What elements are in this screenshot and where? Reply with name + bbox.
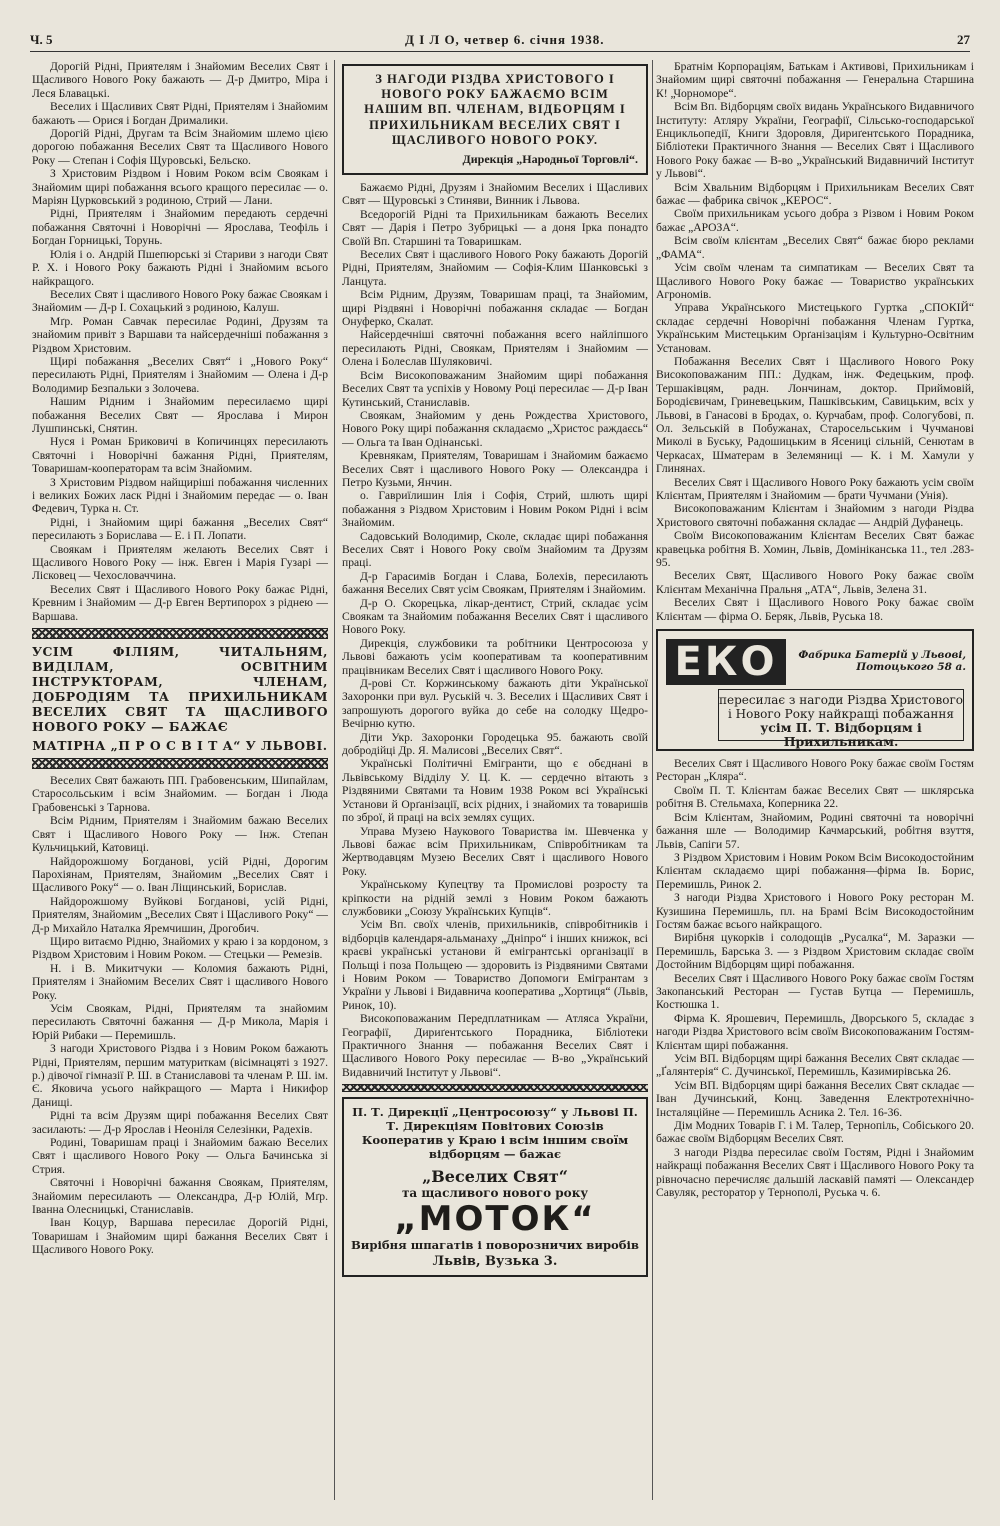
motok-subgreeting: та щасливого нового року bbox=[401, 1186, 589, 1201]
greeting-item: Садовський Володимир, Сколе, складає щирі побажання Веселих Свят і Нового Року своїм Знайомим та Друзям праці. bbox=[342, 529, 648, 570]
greeting-item: Веселих і Щасливих Свят Рідні, Приятелям і Знайомим бажають — Орися і Богдан Дрималики. bbox=[32, 100, 328, 127]
greeting-item: З Христовим Різдвом і Новим Роком всім Своякам і Знайомим щирі побажання всього кращого пересилає — о. Маріян Цурковський з родиною, Стрий — Лани. bbox=[32, 167, 328, 208]
greeting-item: Побажання Веселих Свят і Щасливого Нового Року Високоповажаним ПП.: Дудкам, інж. Федецьким, проф. Тершаківцям, радн. Лончинам, доктор. Приймовій, Бородієвичам, Гриневецьким, Пашківським, Савицьким, всіх у Львові, в Ганасові в Бродах, о. Курчабам, проф. Сологубові, п. Ол. Зельській в Побужанах, Старосельським і Чучманові Миколі в Буську, Радошицьким в Ясениці сільній, Сенютам в Черкасах, Шматерам в Зелемяниці — К. і М. Хамули у Глинянах. bbox=[656, 354, 974, 476]
greeting-item: о. Гавриїлишин Ілія і Софія, Стрий, шлють щирі побажання з Різдвом Христовим і Новим Роком Рідні і всім Знайомим. bbox=[342, 489, 648, 530]
greeting-item: Найсердечніші святочні побажання всего найліпшого пересилають Рідні, Своякам, Приятелям і Знайомим — Олена і Болеслав Шуляковичі. bbox=[342, 328, 648, 369]
greeting-item: Веселих Свят і Щасливого Нового Року бажає своїм Клієнтам — фірма О. Беряк, Львів, Руська 18. bbox=[656, 596, 974, 623]
greeting-item: Щиро витаємо Рідню, Знайомих у краю і за кордоном, з Різдвом Христовим і Новим Роком. — Стецьки — Ремезів. bbox=[32, 934, 328, 962]
greeting-item: Усім ВП. Відборцям щирі бажання Веселих Свят складає — „Ґалянтерія“ С. Дучинської, Перемишль, Казимирівська 26. bbox=[656, 1052, 974, 1079]
greeting-item: Всім Високоповажаним Знайомим щирі побажання Веселих Свят та успіхів у Новому Році пересилає — Д-р Іван Кутинський, Станиславів. bbox=[342, 368, 648, 409]
greeting-item: Рідні та всім Друзям щирі побажання Веселих Свят засилають: — Д-р Ярослав і Неоніля Селезінки, Радехів. bbox=[32, 1109, 328, 1136]
greeting-item: Управа Музею Наукового Товариства ім. Шевченка у Львові бажає всім Прихильникам, Співробітникам та Жертводавцям Музею Веселих Свят і щасливого Нового Року. bbox=[342, 824, 648, 878]
greeting-item: Вседорогій Рідні та Прихильникам бажають Веселих Свят — Дарія і Петро Зубрицькі — а доня Ірка понадто Своїй Вп. Старшині та Товаришкам. bbox=[342, 207, 648, 248]
column-1 bbox=[32, 60, 328, 1510]
greeting-item: Всім Рідним, Приятелям і Знайомим бажаю Веселих Свят і Щасливого Нового Року — Інж. Степан Кульчицький, Катовиці. bbox=[32, 814, 328, 855]
greetings-list-3b bbox=[656, 757, 974, 1199]
greeting-item: Своїм прихильникам усього добра з Різвом і Новим Роком бажає „АРОЗА“. bbox=[656, 207, 974, 234]
greeting-item: Всім Рідним, Друзям, Товаришам праці, та Знайомим, щирі Різдвяні і Новорічні побажання складає — Богдан Онуферко, Скалат. bbox=[342, 288, 648, 329]
greeting-item: Д-рові Ст. Коржинському бажають діти Української Захоронки при вул. Руській ч. 3. Веселих і Щасливих Свят і запрошують дорогого вуйка до себе на солодку Щедро-Вечірню кутю. bbox=[342, 677, 648, 731]
eko-factory: Фабрика Батерій у Львові, Потоцького 58 а. bbox=[798, 649, 966, 674]
greeting-item: Всім Вп. Відборцям своїх видань Українського Видавничого Інституту: Атляру України, Географії, Сільсько-господарської Енцикльопедії, Книги Здоровля, Дириґентського Порадника, Бібліотеки Практичного Знання — Веселих Свят і Щасливого Нового Року бажає — В-во „Український Видавничий Інститут у Львові“. bbox=[656, 100, 974, 181]
ornament-divider bbox=[32, 628, 328, 639]
greeting-item: Найдорожшому Богданові, усій Рідні, Дорогим Парохіянам, Приятелям, Знайомим „Веселих Свят і Щасливого Року“ — о. Іван Ліщинський, Борислав. bbox=[32, 854, 328, 895]
greeting-item: Веселих Свят і Щасливого Нового Року бажають усім своїм Клієнтам, Приятелям і Знайомим — брати Чучмани (Унія). bbox=[656, 475, 974, 502]
columns bbox=[32, 60, 974, 1510]
prosvita-text: УСІМ ФІЛІЯМ, ЧИТАЛЬНЯМ, ВИДІЛАМ, ОСВІТНИМ ІНСТРУКТОРАМ, ЧЛЕНАМ, ДОБРОДІЯМ ТА ПРИХИЛЬНИКАМ ВЕСЕЛИХ СВЯТ ТА ЩАСЛИВОГО НОВОГО РОКУ — БАЖАЄ bbox=[32, 644, 328, 735]
greeting-item: Д-р Гарасимів Богдан і Слава, Болехів, пересилають бажання Веселих Свят усім Своякам, Приятелям і Знайомим. bbox=[342, 569, 648, 597]
column-2 bbox=[342, 60, 648, 1510]
greeting-item: Веселих Свят і Щасливого Нового Року бажає своїм Гостям Закопанський Ресторан — Густав Бутца — Перемишль, Костюшка 1. bbox=[656, 971, 974, 1012]
prosvita-announcement bbox=[32, 644, 328, 753]
greeting-item: Бажаємо Рідні, Друзям і Знайомим Веселих і Щасливих Свят — Щуровські з Стиняви, Винник і Львова. bbox=[342, 181, 648, 208]
ornament-divider bbox=[32, 758, 328, 769]
greeting-item: Фірма К. Ярошевич, Перемишль, Дворського 5, складає з нагоди Різдва Христового всім своїм Високоповажаним Гостям-Клієнтам щирі побажання. bbox=[656, 1011, 974, 1052]
greeting-item: Діти Укр. Захоронки Городецька 95. бажають своїй добродійці Др. Я. Малисові „Веселих Свят“. bbox=[342, 730, 648, 758]
greeting-item: Всім Хвальним Відборцям і Прихильникам Веселих Свят бажає — фабрика свічок „КЕРОС“. bbox=[656, 180, 974, 208]
greeting-item: З нагоди Христового Різдва і з Новим Роком бажають Рідні, Приятелям, першим матуриткам (вісімнацяті з 1927. р.) дівочої гімназії Р. Ш. в Станиславові та членам Р. Ш. ім. Є. Яковича усього найкращого — Марта і Никифор Данищі. bbox=[32, 1042, 328, 1109]
greetings-list-3 bbox=[656, 60, 974, 623]
greeting-item: Мґр. Роман Савчак пересилає Родині, Друзям та знайомим привіт з Варшави та найсердечніші побажання з Різдвом Христовим. bbox=[32, 314, 328, 355]
motok-description: Вирібня шпагатів і поворозничих виробів bbox=[351, 1238, 639, 1253]
page-section: Ч. 5 bbox=[30, 32, 53, 47]
eko-recipients: усім П. Т. Відборцям і Прихильникам. bbox=[760, 720, 922, 750]
greeting-item: Веселих Свят, Щасливого Нового Року бажає своїм Клієнтам Механічна Пральня „АТА“, Львів, Зелена 31. bbox=[656, 569, 974, 596]
motok-ad bbox=[342, 1097, 648, 1277]
greeting-item: Високоповажаним Передплатникам — Атляса України, Географії, Дириґентського Порадника, Бібліотеки Практичного Знання — побажання Веселих Свят і Щасливого Нового Року пересилає — В-во „Український Видавничий Інститут у Львові“. bbox=[342, 1012, 648, 1079]
greeting-item: Щирі побажання „Веселих Свят“ і „Нового Року“ пересилають Рідні, Приятелям і Знайомим — Олена і Д-р Володимир Безпальки з Золочева. bbox=[32, 354, 328, 395]
eko-ad bbox=[656, 629, 974, 751]
greeting-item: З Христовим Різдвом найщиріші побажання численних і великих Божих ласк Рідні і Знайомим передає — о. Іван Федевич, Турка н. Ст. bbox=[32, 475, 328, 516]
greeting-item: Усім Своякам, Рідні, Приятелям та знайомим пересилають Святочні бажання — Д-р Микола, Марія і Юрій Рибаки — Перемишль. bbox=[32, 1001, 328, 1042]
greeting-item: Вирібня цукорків і солодощів „Русалка“, М. Заразки — Перемишль, Барська 3. — з Різдвом Христовим складає своїм Достойним Відборцям щирі побажання. bbox=[656, 931, 974, 972]
eko-message-box bbox=[718, 689, 964, 750]
motok-brand: „МОТОК“ bbox=[394, 1199, 596, 1240]
greeting-item: Своїм П. Т. Клієнтам бажає Веселих Свят — шклярська робітня В. Стельмаха, Коперника 22. bbox=[656, 783, 974, 811]
greeting-item: Своїм Високоповажаним Клієнтам Веселих Свят бажає кравецька робітня В. Хомин, Львів, Домініканська 11., тел .283-95. bbox=[656, 529, 974, 570]
eko-logo: ЕКО bbox=[666, 639, 786, 685]
greeting-item: Родині, Товаришам праці і Знайомим бажаю Веселих Свят і щасливого Нового Року — Ольга Бачинська зі Стрия. bbox=[32, 1136, 328, 1176]
greeting-item: Нашим Рідним і Знайомим пересилаємо щирі побажання Веселих Свят — Ярослава і Мирон Лушпинські, Снятин. bbox=[32, 395, 328, 435]
greetings-list-1 bbox=[32, 60, 328, 623]
greeting-item: Найдорожшому Вуйкові Богданові, усій Рідні, Приятелям, Знайомим „Веселих Свят і Щасливого Року“ — Д-р Михайло Наталка Яремчишин, Дрогобич. bbox=[32, 894, 328, 935]
greetings-list-2 bbox=[342, 181, 648, 1079]
motok-addressee: П. Т. Дирекції „Центросоюзу“ у Львові П. Т. Дирекціям Повітових Союзів Кооператив у Краю і всім іншим своїм відборцям — бажає bbox=[352, 1105, 638, 1162]
greeting-item: Дорогій Рідні, Приятелям і Знайомим Веселих Свят і Щасливого Нового Року бажають — Д-р Дмитро, Міра і Леся Блавацькі. bbox=[32, 60, 328, 100]
motok-address: Львів, Вузька 3. bbox=[432, 1254, 558, 1270]
greeting-item: Веселих Свят і Щасливого Нового Року бажає Рідні, Кревним і Знайомим — Д-р Евген Вертипорох з ріднею — Варшава. bbox=[32, 582, 328, 623]
narodna-signature: Дирекція „Народньої Торговлі“. bbox=[462, 152, 638, 167]
greeting-item: Іван Коцур, Варшава пересилає Дорогій Рідні, Товаришам і Знайомим щирі бажання Веселих Свят і Щасливого Нового Року. bbox=[32, 1216, 328, 1257]
greeting-item: З нагоди Різдва пересилає своїм Гостям, Рідні і Знайомим найкращі побажання Веселих Свят і Щасливого Нового Року та рівночасно перечисляє дальшій ласкавій памяті — Олександер Савуляк, ресторатор у Тернополі, Руська ч. 6. bbox=[656, 1145, 974, 1200]
page-number: 27 bbox=[957, 32, 970, 47]
greeting-item: Юлія і о. Андрій Пшепюрські зі Стариви з нагоди Свят Р. Х. і Нового Року бажають Рідні і Знайомим всього найкращого. bbox=[32, 247, 328, 288]
motok-greeting: „Веселих Свят“ bbox=[422, 1167, 568, 1187]
greetings-list-1b bbox=[32, 774, 328, 1257]
greeting-item: Братнім Корпораціям, Батькам і Активові, Прихильникам і Знайомим щирі святочні побажання — Генеральна Старшина К! „Чорноморе“. bbox=[656, 60, 974, 100]
greeting-item: Всім своїм клієнтам „Веселих Свят“ бажає бюро реклами „ФАМА“. bbox=[656, 234, 974, 261]
narodna-text: З НАГОДИ РІЗДВА ХРИСТОВОГО І НОВОГО РОКУ БАЖАЄМО ВСІМ НАШИМ ВП. ЧЛЕНАМ, ВІДБОРЦЯМ І ПРИХИЛЬНИКАМ ВЕСЕЛИХ СВЯТ І ЩАСЛИВОГО НОВОГО РОКУ. bbox=[364, 72, 626, 147]
greeting-item: Рідні, і Знайомим щирі бажання „Веселих Свят“ пересилають з Борислава — Е. і П. Лопати. bbox=[32, 515, 328, 543]
greeting-item: Дирекція, службовики та робітники Центросоюза у Львові бажають усім кооперативам та кооперативним працівникам Веселих Свят і щасливого Нового Року. bbox=[342, 636, 648, 677]
newspaper-title-date: Д І Л О, четвер 6. січня 1938. bbox=[405, 32, 605, 47]
greeting-item: Управа Українського Мистецького Гуртка „СПОКІЙ“ складає сердечні Новорічні побажання Членам Гуртка, Українським Мистецьким Орґанізаціям і Культурно-Освітним Установам. bbox=[656, 301, 974, 355]
greeting-item: Веселих Свят і Щасливого Нового Року бажає своїм Гостям Ресторан „Кляра“. bbox=[656, 757, 974, 784]
greeting-item: Святочні і Новорічні бажання Своякам, Приятелям, Знайомим пересилають — Олександра, Д-р Юлій, Мґр. Іванна Олесницькі, Станиславів. bbox=[32, 1176, 328, 1217]
narodna-torhovlia-box bbox=[342, 64, 648, 175]
greeting-item: Веселих Свят і щасливого Нового Року бажають Дорогій Рідні, Приятелям, Знайомим — Софія-Клим Шанковські з Ланцута. bbox=[342, 248, 648, 288]
greeting-item: Усім своїм членам та симпатикам — Веселих Свят та Щасливого Нового Року бажає — Товариство українських Агрономів. bbox=[656, 261, 974, 301]
greeting-item: Кревнякам, Приятелям, Товаришам і Знайомим бажаємо Веселих Свят і щасливого Нового Року — Олександра і Петро Кузьми, Янчин. bbox=[342, 449, 648, 489]
greeting-item: Н. і В. Микитчуки — Коломия бажають Рідні, Приятелям і Знайомим Веселих Свят і щасливого Нового Року. bbox=[32, 961, 328, 1002]
column-3 bbox=[656, 60, 974, 1510]
greeting-item: Усім ВП. Відборцям щирі бажання Веселих Свят складає — Іван Дучинський, Конц. Заведення Електротехнічно-Інсталяційне — Перемишль Асника 2. Тел. 16-36. bbox=[656, 1078, 974, 1119]
greeting-item: Рідні, Приятелям і Знайомим передають сердечні побажання Святочні і Новорічні — Ярослава, Теофіль і Богдан Горницькі, Торунь. bbox=[32, 207, 328, 248]
greeting-item: Своякам і Приятелям желають Веселих Свят і Щасливого Нового Року — інж. Евген і Марія Гузарі — Лісковец — Чехословаччина. bbox=[32, 542, 328, 583]
greeting-item: Нуся і Роман Бриковичі в Копичинцях пересилають Святочні і Новорічні бажання Рідні, Приятелям, Товаришам-кооператорам та всім Знайомим. bbox=[32, 435, 328, 476]
greeting-item: Високоповажаним Клієнтам і Знайомим з нагоди Різдва Христового святочні побажання складає — Андрій Дуфанець. bbox=[656, 502, 974, 529]
masthead bbox=[30, 26, 970, 52]
greeting-item: Дорогій Рідні, Другам та Всім Знайомим шлемо цією дорогою побажання Веселих Свят та Щасливого Нового Року — Степан і Софія Щуровські, Бельско. bbox=[32, 127, 328, 167]
greeting-item: Веселих Свят і щасливого Нового Року бажає Своякам і Знайомим — Д-р І. Сохацький з родиною, Калуш. bbox=[32, 287, 328, 315]
greeting-item: З нагоди Різдва Христового і Нового Року ресторан М. Кузишина Перемишль, пл. на Брамі Всім Високодостойним Гостям бажає всього найкращого. bbox=[656, 891, 974, 931]
greeting-item: З Різдвом Христовим і Новим Роком Всім Високодостойним Клієнтам складаємо щирі побажання—фірма Ів. Борис, Перемишль, Ринок 2. bbox=[656, 850, 974, 891]
ornament-divider bbox=[342, 1084, 648, 1092]
greeting-item: Всім Клієнтам, Знайомим, Родині святочні та новорічні бажання шле — Володимир Качмарський, робітня взуття, Львів, Сапіги 57. bbox=[656, 810, 974, 851]
greeting-item: Українському Купецтву та Промислові розросту та кріпкости на рідній землі з Новим Роком бажають службовики „Союзу Українських Купців“. bbox=[342, 878, 648, 918]
greeting-item: Веселих Свят бажають ПП. Грабовенським, Шипайлам, Старосольським і всім Знайомим. — Богдан і Люда Грабовенські з Тарнова. bbox=[32, 774, 328, 814]
greeting-item: Своякам, Знайомим у день Рождества Христового, Нового Року щирі побажання складаємо „Христос раждаєсь“ — Ольга та Іван Одінанські. bbox=[342, 408, 648, 449]
greeting-item: Д-р О. Скорецька, лікар-дентист, Стрий, складає усім Своякам та Знайомим побажання Веселих Свят і щасливого Нового Року. bbox=[342, 596, 648, 637]
greeting-item: Дім Модних Товарів Г. і М. Талер, Тернопіль, Собіського 20. бажає своїм Відборцям Веселих Свят. bbox=[656, 1119, 974, 1146]
eko-message: пересилає з нагоди Різдва Христового і Нового Року найкращі побажання bbox=[719, 693, 964, 722]
prosvita-signature: МАТІРНА „П Р О С В І Т А“ У ЛЬВОВІ. bbox=[32, 738, 328, 754]
greeting-item: Усім Вп. своїх членів, прихильників, співробітників і відборців календаря-альманаху „Дніпро“ і інших книжок, всі краєві українські установи й емігрантські організації в Польщі і поза Польщею — здоровить із Різдвяними Святами і Новим Роком — Товариство Допомоги Емігрантам з України у Львові і Видавнича кооператива „Хортиця“ (Львів, Ринок, 10). bbox=[342, 918, 648, 1012]
greeting-item: Українські Політичні Емігранти, що є обєднані в Львівському Відділу У. Ц. К. — сердечно вітають з Різдвяними Святами та Новим 1938 Роком всі Українські Установи й Орґанізації, всіх рідних, і знайомих та товаришів по зброї, й праці на всіх землях сущих. bbox=[342, 757, 648, 825]
